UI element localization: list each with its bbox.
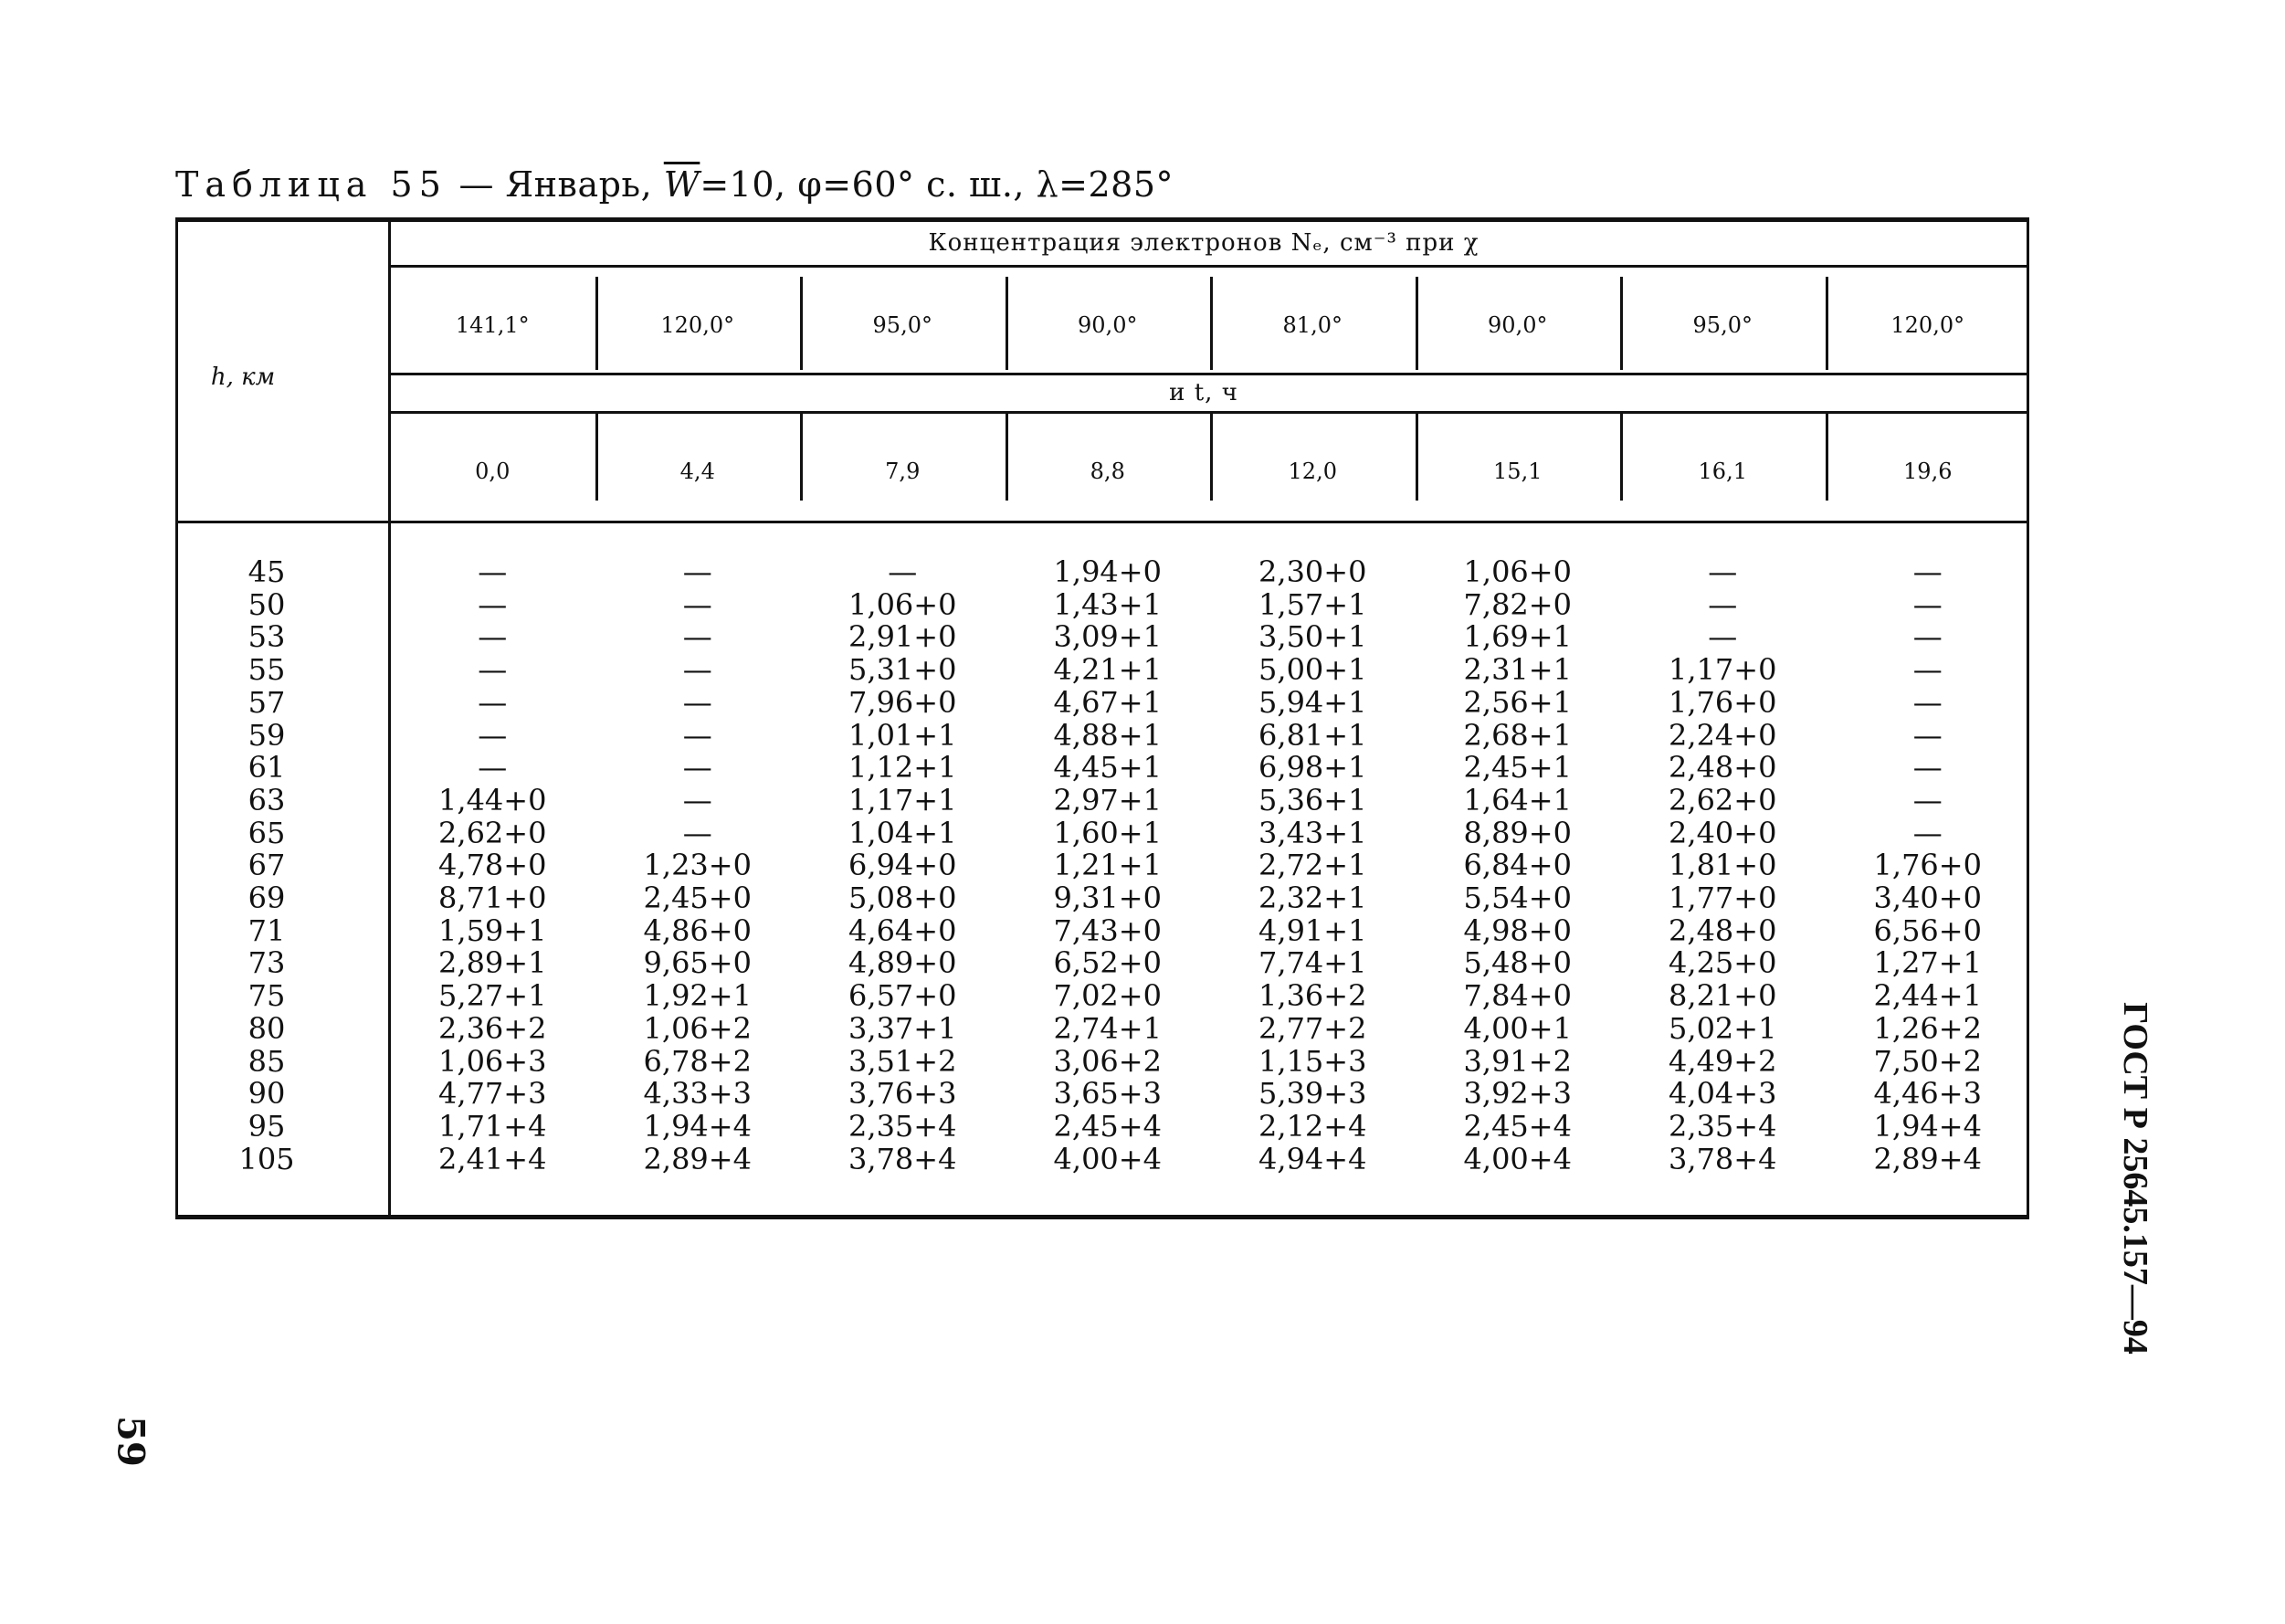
table-cell: 2,45+0 — [643, 881, 752, 915]
table-cell: 1,12+1 — [848, 750, 957, 786]
t-value: 12,0 — [1288, 459, 1337, 484]
table-cell: 1,76+0 — [1669, 684, 1777, 720]
table-cell: — — [1912, 717, 1943, 753]
table-bottom-rule — [175, 1215, 2029, 1219]
table-cell: 2,12+4 — [1258, 1108, 1367, 1144]
header-column-divider — [800, 411, 803, 501]
table-cell: 1,94+4 — [1873, 1108, 1982, 1144]
table-cell: — — [1912, 586, 1943, 622]
table-cell: 5,39+3 — [1258, 1076, 1367, 1112]
table-cell: — — [478, 554, 508, 589]
table-cell: — — [478, 717, 508, 753]
row-height-label: 75 — [247, 978, 286, 1014]
table-cell: 5,94+1 — [1258, 684, 1367, 720]
row-height-label: 69 — [247, 881, 286, 915]
header-column-divider — [595, 411, 598, 501]
table-cell: 1,27+1 — [1873, 945, 1982, 981]
table-cell: 4,33+3 — [643, 1076, 752, 1112]
table-caption — [175, 164, 1174, 205]
table-cell: 1,26+2 — [1873, 1010, 1982, 1046]
table-cell: 2,62+0 — [438, 815, 547, 850]
header-bottom-rule — [175, 521, 2029, 523]
table-cell: 2,77+2 — [1258, 1010, 1367, 1046]
table-cell: 2,41+4 — [438, 1141, 547, 1176]
table-cell: 4,21+1 — [1053, 652, 1162, 688]
table-cell: — — [682, 815, 712, 850]
table-cell: — — [682, 750, 712, 786]
table-cell: 1,43+1 — [1053, 586, 1162, 622]
caption-w-symbol: $\overline{W}$ — [663, 164, 700, 205]
table-cell: — — [1912, 750, 1943, 786]
row-height-label: 63 — [247, 782, 286, 817]
table-cell: 2,40+0 — [1669, 815, 1777, 850]
table-cell: — — [682, 782, 712, 817]
table-cell: 1,60+1 — [1053, 815, 1162, 850]
row-height-label: 85 — [247, 1043, 286, 1079]
header-column-divider — [1826, 277, 1828, 370]
table-cell: 4,78+0 — [438, 848, 547, 883]
t-value: 16,1 — [1698, 459, 1747, 484]
header-column-divider — [1620, 277, 1623, 370]
table-cell: 1,76+0 — [1873, 848, 1982, 883]
row-height-label: 57 — [247, 684, 286, 720]
table-cell: — — [682, 717, 712, 753]
table-cell: 6,81+1 — [1258, 717, 1367, 753]
table-cell: 5,02+1 — [1669, 1010, 1777, 1046]
table-cell: 7,82+0 — [1463, 586, 1572, 622]
table-cell: 6,57+0 — [848, 978, 957, 1014]
row-height-label: 59 — [247, 717, 286, 753]
t-value: 0,0 — [475, 459, 511, 484]
row-height-label: 67 — [247, 848, 286, 883]
table-cell: 1,15+3 — [1258, 1043, 1367, 1079]
table-cell: 2,48+0 — [1669, 912, 1777, 948]
table-cell: 2,44+1 — [1873, 978, 1982, 1014]
table-cell: — — [478, 652, 508, 688]
table-cell: 5,00+1 — [1258, 652, 1367, 688]
row-height-label: 73 — [247, 945, 286, 981]
table-cell: 2,45+1 — [1463, 750, 1572, 786]
table-cell: 4,45+1 — [1053, 750, 1162, 786]
table-cell: 6,84+0 — [1463, 848, 1572, 883]
table-cell: 2,35+4 — [848, 1108, 957, 1144]
table-cell: 3,65+3 — [1053, 1076, 1162, 1112]
table-cell: 3,76+3 — [848, 1076, 957, 1112]
row-height-label: 80 — [247, 1010, 286, 1046]
table-cell: — — [1912, 554, 1943, 589]
table-cell: — — [682, 554, 712, 589]
table-cell: 2,72+1 — [1258, 848, 1367, 883]
table-cell: 4,00+4 — [1463, 1141, 1572, 1176]
table-cell: 2,56+1 — [1463, 684, 1572, 720]
table-cell: 1,06+3 — [438, 1043, 547, 1079]
table-cell: 1,69+1 — [1463, 619, 1572, 655]
table-cell: 7,50+2 — [1873, 1043, 1982, 1079]
electron-concentration-table — [175, 217, 2029, 1222]
chi-value: 90,0° — [1078, 312, 1138, 338]
table-cell: — — [888, 554, 918, 589]
table-cell: 4,67+1 — [1053, 684, 1162, 720]
table-cell: 4,98+0 — [1463, 912, 1572, 948]
row-height-label: 65 — [247, 815, 286, 850]
chi-value: 90,0° — [1488, 312, 1548, 338]
header-column-divider — [1210, 411, 1213, 501]
row-height-label: 90 — [247, 1076, 286, 1112]
header-rule-1 — [390, 265, 2029, 268]
t-value: 8,8 — [1090, 459, 1125, 484]
row-height-label: 105 — [238, 1141, 295, 1176]
table-cell: 3,43+1 — [1258, 815, 1367, 850]
table-cell: 2,62+0 — [1669, 782, 1777, 817]
chi-value: 120,0° — [660, 312, 735, 338]
table-left-border — [175, 217, 178, 1218]
table-cell: 6,98+1 — [1258, 750, 1367, 786]
table-cell: — — [478, 586, 508, 622]
table-cell: 7,43+0 — [1053, 912, 1162, 948]
table-cell: — — [1912, 652, 1943, 688]
table-cell: 4,46+3 — [1873, 1076, 1982, 1112]
table-cell: 4,04+3 — [1669, 1076, 1777, 1112]
t-value: 7,9 — [885, 459, 921, 484]
table-cell: 2,24+0 — [1669, 717, 1777, 753]
table-cell: — — [1708, 586, 1738, 622]
table-cell: 2,89+4 — [1873, 1141, 1982, 1176]
t-value: 4,4 — [679, 459, 715, 484]
header-column-divider — [1006, 277, 1008, 370]
table-cell: — — [1912, 684, 1943, 720]
table-cell: 1,71+4 — [438, 1108, 547, 1144]
table-cell: 2,35+4 — [1669, 1108, 1777, 1144]
table-cell: 7,02+0 — [1053, 978, 1162, 1014]
table-cell: 3,78+4 — [848, 1141, 957, 1176]
row-height-label: 45 — [247, 554, 286, 589]
table-cell: 4,89+0 — [848, 945, 957, 981]
table-cell: 2,97+1 — [1053, 782, 1162, 817]
table-cell: 1,06+0 — [1463, 554, 1572, 589]
table-cell: 5,31+0 — [848, 652, 957, 688]
table-cell: — — [478, 619, 508, 655]
table-cell: 4,00+1 — [1463, 1010, 1572, 1046]
table-cell: 8,21+0 — [1669, 978, 1777, 1014]
table-cell: 3,37+1 — [848, 1010, 957, 1046]
table-cell: 9,31+0 — [1053, 881, 1162, 915]
table-cell: — — [1912, 815, 1943, 850]
table-cell: 7,74+1 — [1258, 945, 1367, 981]
table-cell: 3,09+1 — [1053, 619, 1162, 655]
table-cell: 4,25+0 — [1669, 945, 1777, 981]
table-cell: 2,45+4 — [1053, 1108, 1162, 1144]
table-cell: — — [478, 684, 508, 720]
table-cell: 3,50+1 — [1258, 619, 1367, 655]
table-cell: 3,51+2 — [848, 1043, 957, 1079]
table-cell: 2,89+4 — [643, 1141, 752, 1176]
row-height-label: 71 — [247, 912, 286, 948]
table-cell: 6,94+0 — [848, 848, 957, 883]
table-cell: — — [682, 652, 712, 688]
table-cell: 2,68+1 — [1463, 717, 1572, 753]
table-cell: 1,94+0 — [1053, 554, 1162, 589]
table-cell: 4,91+1 — [1258, 912, 1367, 948]
table-right-border — [2027, 217, 2029, 1218]
t-value: 15,1 — [1493, 459, 1543, 484]
table-cell: 1,59+1 — [438, 912, 547, 948]
header-column-divider — [1416, 277, 1418, 370]
table-cell: 3,91+2 — [1463, 1043, 1572, 1079]
table-cell: 2,31+1 — [1463, 652, 1572, 688]
table-cell: 1,64+1 — [1463, 782, 1572, 817]
h-column-header: h, км — [210, 364, 276, 391]
table-cell: 2,74+1 — [1053, 1010, 1162, 1046]
table-cell: — — [682, 619, 712, 655]
document-side-title: ГОСТ Р 25645.157—94 — [2116, 1002, 2154, 1355]
table-cell: 1,81+0 — [1669, 848, 1777, 883]
caption-month: — Январь, — [447, 164, 664, 205]
table-cell: — — [1708, 554, 1738, 589]
table-cell: 1,57+1 — [1258, 586, 1367, 622]
table-cell: 5,36+1 — [1258, 782, 1367, 817]
table-cell: — — [1708, 619, 1738, 655]
table-cell: 5,48+0 — [1463, 945, 1572, 981]
table-cell: 4,49+2 — [1669, 1043, 1777, 1079]
page-number: 59 — [109, 1416, 153, 1467]
table-cell: 2,91+0 — [848, 619, 957, 655]
table-cell: 1,04+1 — [848, 815, 957, 850]
table-cell: 1,77+0 — [1669, 881, 1777, 915]
table-cell: 2,32+1 — [1258, 881, 1367, 915]
table-cell: 1,01+1 — [848, 717, 957, 753]
table-cell: 6,52+0 — [1053, 945, 1162, 981]
table-cell: 1,23+0 — [643, 848, 752, 883]
t-value: 19,6 — [1903, 459, 1953, 484]
table-cell: 4,88+1 — [1053, 717, 1162, 753]
header-column-divider — [595, 277, 598, 370]
row-height-label: 61 — [247, 750, 286, 786]
table-cell: 6,56+0 — [1873, 912, 1982, 948]
header-column-divider — [1826, 411, 1828, 501]
header-column-divider — [1620, 411, 1623, 501]
time-header: и t, ч — [1169, 379, 1238, 406]
caption-parameters: =10, φ=60° с. ш., λ=285° — [700, 164, 1174, 205]
table-cell: 4,86+0 — [643, 912, 752, 948]
table-cell: 8,71+0 — [438, 881, 547, 915]
chi-value: 95,0° — [872, 312, 932, 338]
table-cell: 1,17+0 — [1669, 652, 1777, 688]
table-cell: 1,36+2 — [1258, 978, 1367, 1014]
table-cell: 7,96+0 — [848, 684, 957, 720]
row-height-label: 53 — [247, 619, 286, 655]
header-column-divider — [1416, 411, 1418, 501]
table-cell: 2,36+2 — [438, 1010, 547, 1046]
header-column-divider — [1210, 277, 1213, 370]
table-cell: — — [682, 684, 712, 720]
header-rule-2 — [390, 373, 2029, 375]
table-cell: 1,06+0 — [848, 586, 957, 622]
chi-value: 120,0° — [1890, 312, 1965, 338]
table-cell: 2,45+4 — [1463, 1108, 1572, 1144]
table-cell: — — [1912, 782, 1943, 817]
table-cell: 1,92+1 — [643, 978, 752, 1014]
table-cell: 1,21+1 — [1053, 848, 1162, 883]
table-cell: 8,89+0 — [1463, 815, 1572, 850]
h-column-divider — [388, 217, 391, 1218]
table-cell: 1,44+0 — [438, 782, 547, 817]
row-height-label: 50 — [247, 586, 286, 622]
table-cell: 7,84+0 — [1463, 978, 1572, 1014]
row-height-label: 55 — [247, 652, 286, 688]
table-cell: 6,78+2 — [643, 1043, 752, 1079]
table-cell: — — [682, 586, 712, 622]
table-cell: 9,65+0 — [643, 945, 752, 981]
row-height-label: 95 — [247, 1108, 286, 1144]
table-cell: 3,06+2 — [1053, 1043, 1162, 1079]
table-cell: 4,00+4 — [1053, 1141, 1162, 1176]
table-cell: 3,40+0 — [1873, 881, 1982, 915]
table-cell: — — [1912, 619, 1943, 655]
table-cell: 2,89+1 — [438, 945, 547, 981]
table-cell: 4,64+0 — [848, 912, 957, 948]
table-cell: 5,54+0 — [1463, 881, 1572, 915]
table-cell: 1,06+2 — [643, 1010, 752, 1046]
chi-value: 95,0° — [1692, 312, 1753, 338]
chi-value: 81,0° — [1282, 312, 1343, 338]
table-cell: 1,17+1 — [848, 782, 957, 817]
header-column-divider — [800, 277, 803, 370]
table-cell: 2,48+0 — [1669, 750, 1777, 786]
table-cell: 4,77+3 — [438, 1076, 547, 1112]
table-cell: 4,94+4 — [1258, 1141, 1367, 1176]
table-cell: 2,30+0 — [1258, 554, 1367, 589]
table-cell: 1,94+4 — [643, 1108, 752, 1144]
chi-value: 141,1° — [455, 312, 530, 338]
table-top-rule — [175, 217, 2029, 222]
table-cell: 5,27+1 — [438, 978, 547, 1014]
concentration-header: Концентрация электронов Nₑ, см⁻³ при χ — [928, 229, 1479, 257]
caption-prefix: Таблица 55 — [175, 164, 448, 205]
header-column-divider — [1006, 411, 1008, 501]
table-cell: 5,08+0 — [848, 881, 957, 915]
table-cell: 3,78+4 — [1669, 1141, 1777, 1176]
table-cell: 3,92+3 — [1463, 1076, 1572, 1112]
table-cell: — — [478, 750, 508, 786]
